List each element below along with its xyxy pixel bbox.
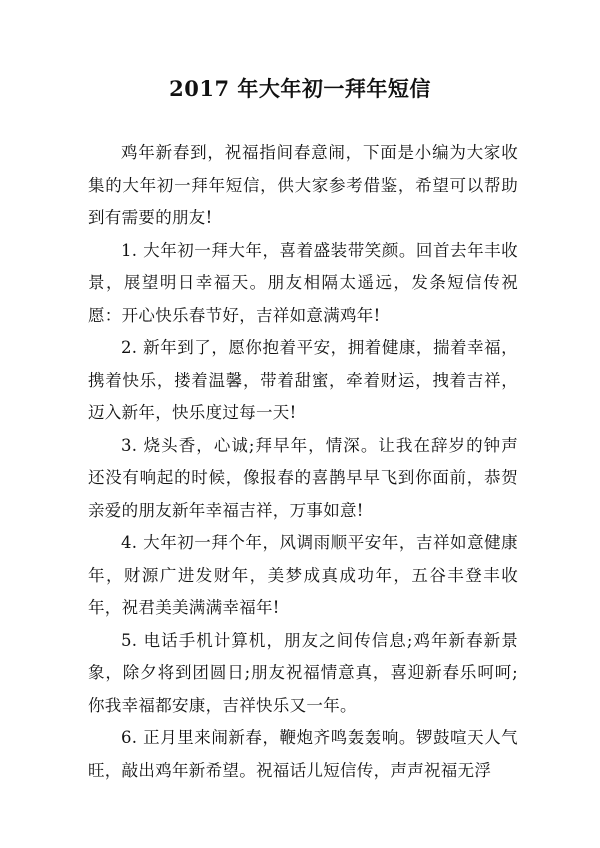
message-paragraph-4: 4. 大年初一拜个年，风调雨顺平安年，吉祥如意健康年，财源广进发财年，美梦成真成功年，五谷丰登丰收年，祝君美美满满幸福年! bbox=[88, 533, 518, 617]
message-paragraph-2: 2. 新年到了，愿你抱着平安，拥着健康，揣着幸福，携着快乐，搂着温馨，带着甜蜜，牵着财运，拽着吉祥，迈入新年，快乐度过每一天! bbox=[88, 338, 518, 422]
document-title: 2017 年大年初一拜年短信 bbox=[169, 76, 431, 101]
message-paragraph-6: 6. 正月里来闹新春，鞭炮齐鸣轰轰响。锣鼓喧天人气旺，敲出鸡年新希望。祝福话儿短信传，声声祝福无浮 bbox=[88, 728, 518, 780]
document-body bbox=[88, 137, 518, 787]
message-paragraph-5: 5. 电话手机计算机，朋友之间传信息;鸡年新春新景象，除夕将到团圆日;朋友祝福情意真，喜迎新春乐呵呵;你我幸福都安康，吉祥快乐又一年。 bbox=[88, 630, 518, 715]
intro-paragraph: 鸡年新春到，祝福指间春意闹，下面是小编为大家收集的大年初一拜年短信，供大家参考借鉴，希望可以帮助到有需要的朋友! bbox=[88, 143, 518, 227]
message-paragraph-3: 3. 烧头香，心诚;拜早年，情深。让我在辞岁的钟声还没有响起的时候，像报春的喜鹊早早飞到你面前，恭贺亲爱的朋友新年幸福吉祥，万事如意! bbox=[88, 435, 518, 520]
message-paragraph-1: 1. 大年初一拜大年，喜着盛装带笑颜。回首去年丰收景，展望明日幸福天。朋友相隔太遥远，发条短信传祝愿：开心快乐春节好，吉祥如意满鸡年! bbox=[88, 240, 518, 325]
